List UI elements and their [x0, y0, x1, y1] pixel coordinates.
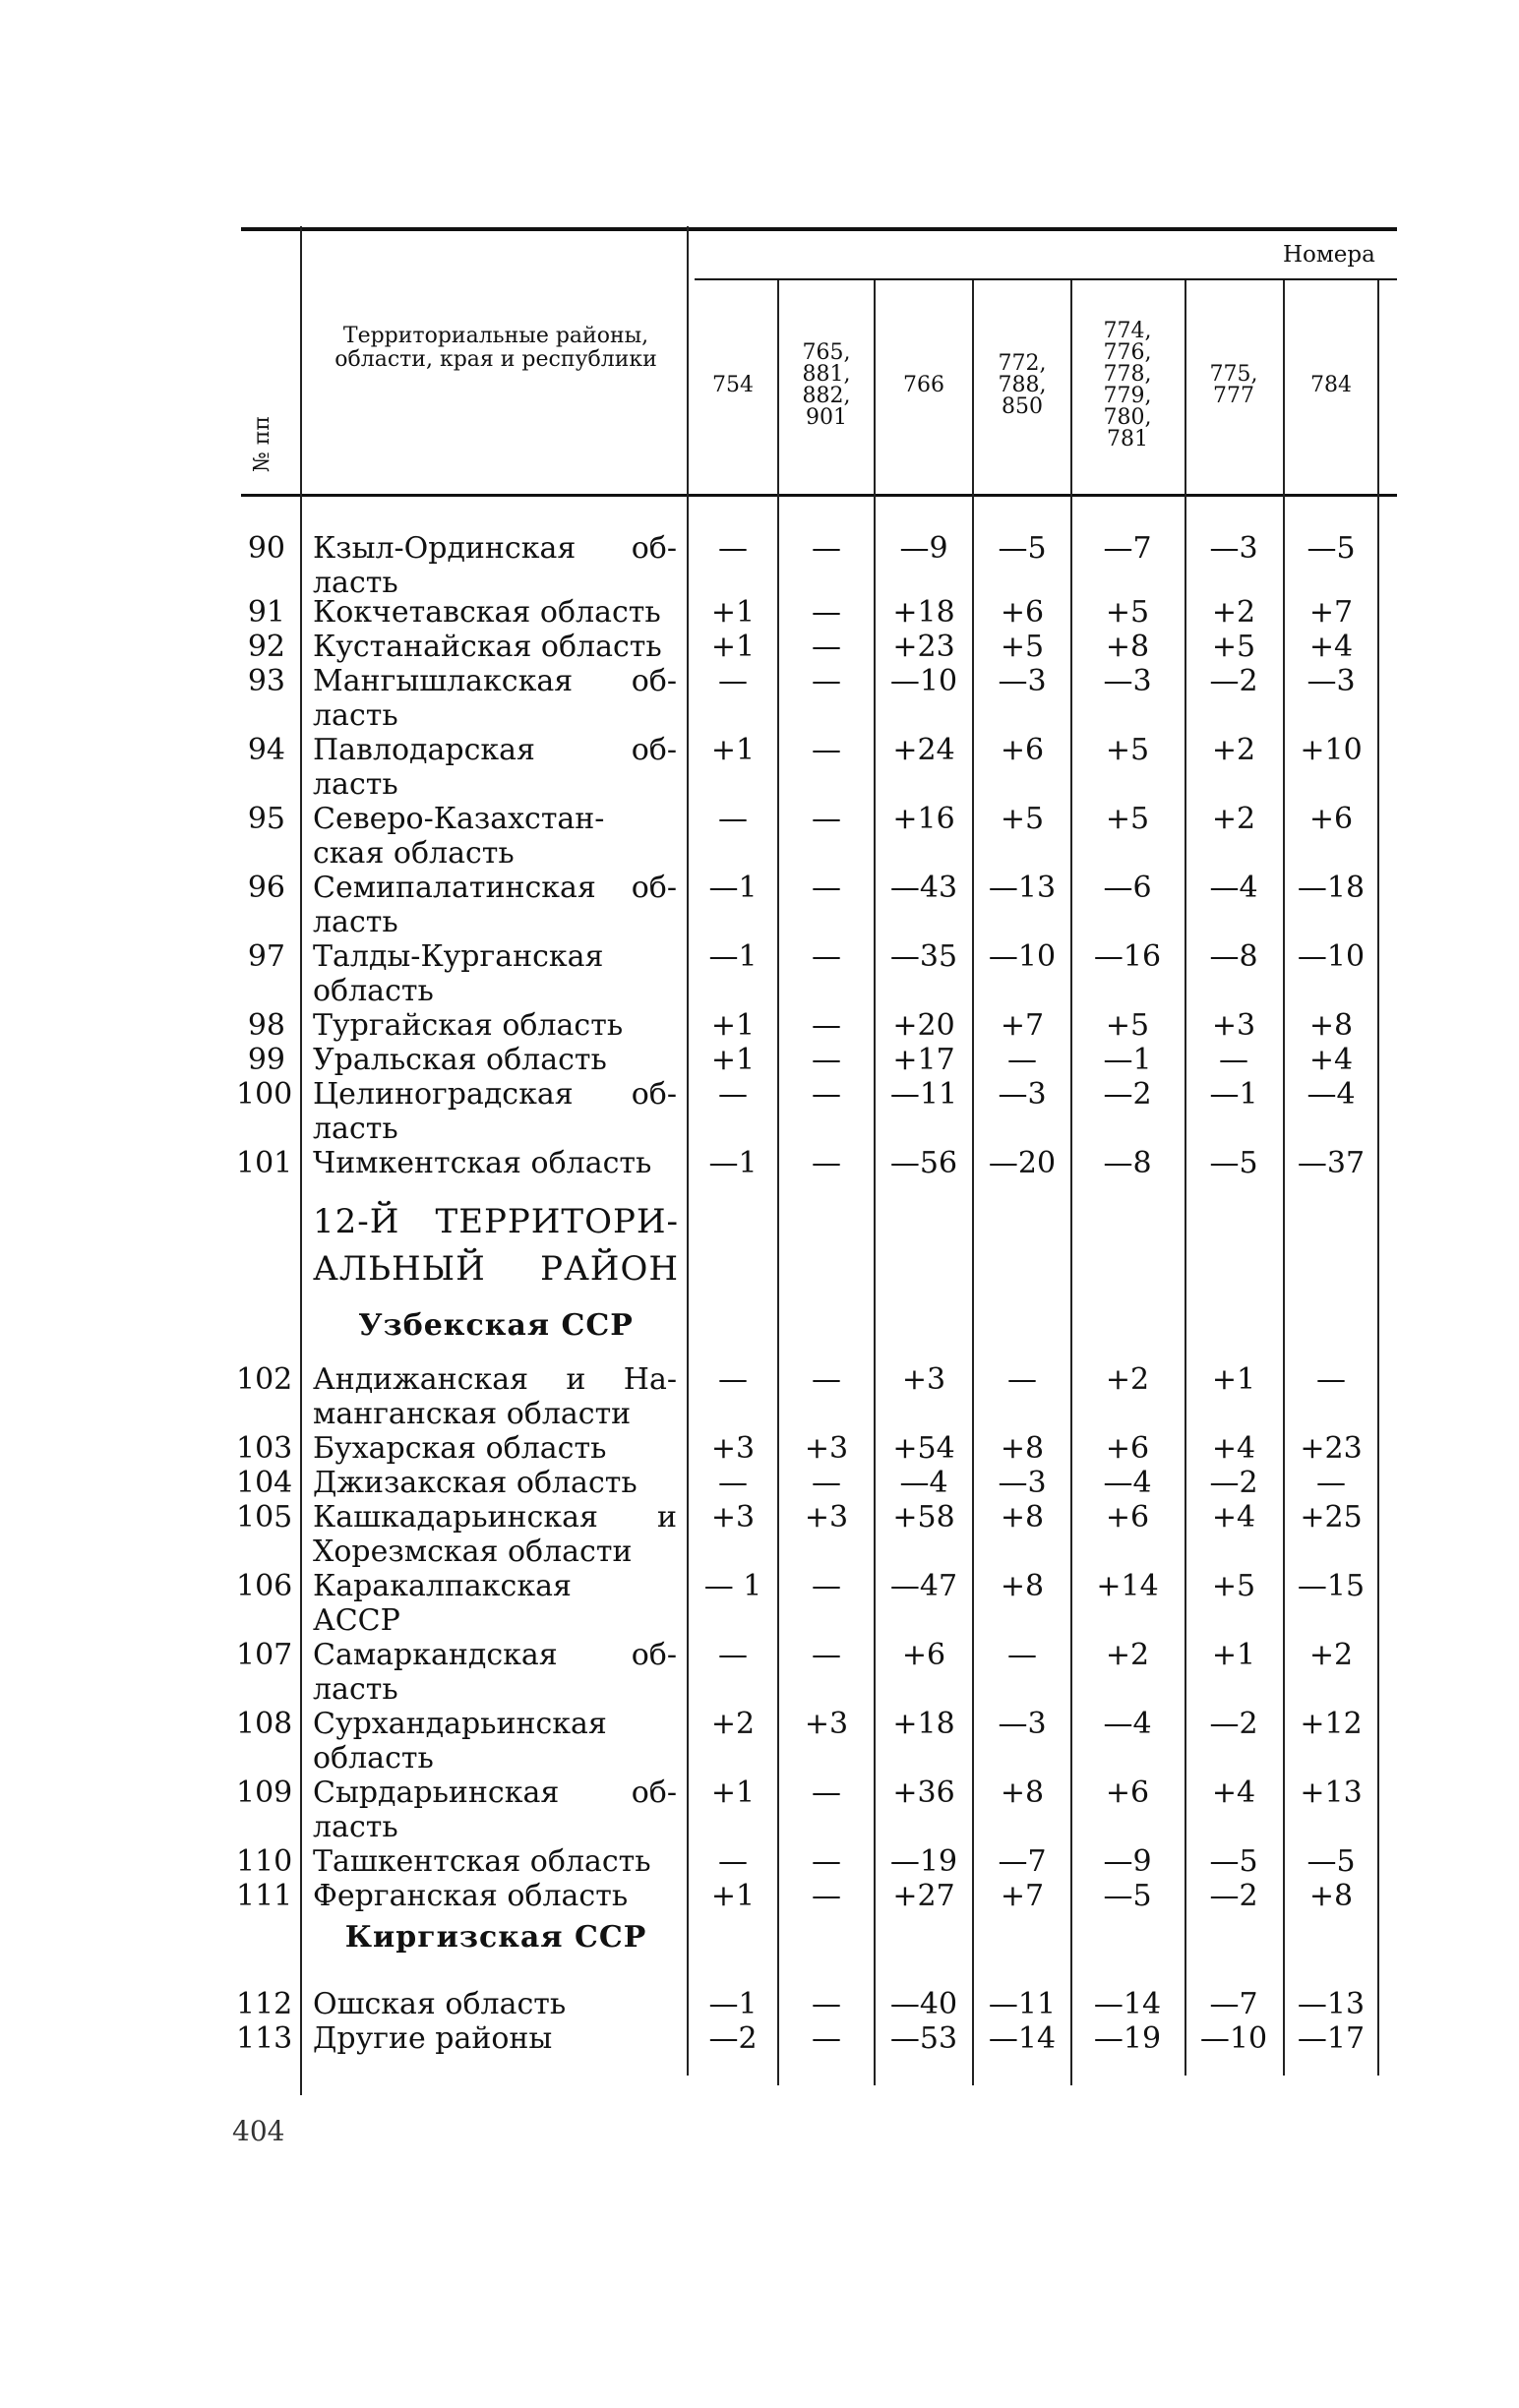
table-cell: +18 [892, 1707, 955, 1741]
region-name [313, 1879, 677, 1913]
table-cell: — [812, 664, 841, 698]
region-name-line: Кокчетавская область [313, 595, 661, 630]
table-cell: —8 [1103, 1146, 1152, 1180]
table-cell: —43 [889, 871, 958, 905]
table-cell: — [812, 802, 841, 836]
table-cell: +6 [1000, 595, 1045, 630]
table-cell: +8 [1308, 1008, 1354, 1043]
table-cell: —35 [889, 939, 958, 974]
region-name-line: Мангышлакская об- [313, 664, 677, 698]
table-cell: —1 [708, 1146, 758, 1180]
region-name-line: Самаркандская об- [313, 1638, 677, 1672]
table-cell: — [812, 630, 841, 664]
region-name-line: область [313, 974, 434, 1008]
row-number: 93 [247, 664, 285, 698]
region-name [313, 1466, 677, 1500]
row-number: 105 [236, 1500, 293, 1535]
table-cell: — [812, 733, 841, 767]
column-header-line: 779, [1103, 384, 1152, 408]
table-cell: —14 [988, 2021, 1057, 2056]
region-name [313, 1500, 677, 1569]
table-cell: — [812, 531, 841, 566]
table-cell: — [718, 1362, 748, 1397]
table-cell: —17 [1297, 2021, 1366, 2056]
table-cell: — [718, 1844, 748, 1879]
row-number-label: № пп [250, 415, 275, 473]
table-cell: +1 [1211, 1638, 1256, 1672]
column-divider [777, 280, 779, 2085]
table-cell: +23 [892, 630, 955, 664]
table-cell: +1 [710, 1008, 756, 1043]
table-cell: +2 [1211, 595, 1256, 630]
table-cell: +12 [1300, 1707, 1363, 1741]
table-cell: +2 [1211, 733, 1256, 767]
table-cell: —4 [899, 1466, 948, 1500]
column-header-line: 784 [1310, 373, 1352, 397]
row-number: 106 [236, 1569, 293, 1603]
column-header-line: 780, [1103, 405, 1152, 430]
header-rule [241, 494, 1397, 497]
table-cell: +24 [892, 733, 955, 767]
table-cell: +5 [1000, 802, 1045, 836]
region-name-line: ласть [313, 1112, 398, 1146]
table-cell: +8 [1000, 1569, 1045, 1603]
row-number: 113 [236, 2021, 293, 2056]
table-cell: —3 [998, 1466, 1047, 1500]
table-cell: —40 [889, 1987, 958, 2021]
table-cell: +3 [710, 1431, 756, 1466]
region-name-line: область [313, 1741, 434, 1776]
column-header [976, 281, 1068, 490]
territory-header: Территориальные районы, области, края и республики [334, 324, 657, 372]
row-number: 102 [236, 1362, 293, 1397]
region-name-line: АССР [313, 1603, 400, 1638]
table-cell: —9 [1103, 1844, 1152, 1879]
table-cell: +7 [1000, 1879, 1045, 1913]
table-cell: —5 [1209, 1844, 1258, 1879]
table-cell: —8 [1209, 939, 1258, 974]
table-cell: —3 [998, 1077, 1047, 1112]
table-cell: +7 [1000, 1008, 1045, 1043]
column-header-line: 781 [1106, 427, 1148, 452]
table-cell: —5 [1209, 1146, 1258, 1180]
table-cell: +5 [1105, 733, 1150, 767]
row-number: 100 [236, 1077, 293, 1112]
region-name [313, 1431, 677, 1466]
region-name-line: Ошская область [313, 1987, 567, 2021]
table-cell: +5 [1211, 1569, 1256, 1603]
column-header-line: 901 [805, 405, 847, 430]
table-cell: —5 [998, 531, 1047, 566]
row-number: 99 [247, 1043, 285, 1077]
table-cell: — [718, 802, 748, 836]
table-cell: —7 [1209, 1987, 1258, 2021]
table-cell: —2 [1103, 1077, 1152, 1112]
table-cell: —4 [1209, 871, 1258, 905]
section-title-12: 12-Й ТЕРРИТОРИ- АЛЬНЫЙ РАЙОН [313, 1202, 679, 1289]
table-cell: — [812, 1362, 841, 1397]
region-name [313, 1638, 677, 1707]
region-name-line: Уральская область [313, 1043, 607, 1077]
table-cell: —4 [1103, 1466, 1152, 1500]
row-number: 104 [236, 1466, 293, 1500]
table-cell: — [812, 871, 841, 905]
column-header-line: 754 [712, 373, 754, 397]
table-cell: +1 [1211, 1362, 1256, 1397]
table-cell: —3 [1103, 664, 1152, 698]
numbers-rule [695, 278, 1397, 280]
column-header-line: 788, [998, 373, 1047, 397]
table-cell: +6 [901, 1638, 946, 1672]
region-name [313, 1362, 677, 1431]
region-name [313, 595, 677, 630]
table-cell: +14 [1096, 1569, 1159, 1603]
table-cell: — [1316, 1362, 1346, 1397]
subsection-uzbek: Узбекская ССР [358, 1308, 634, 1343]
region-name-line: Чимкентская область [313, 1146, 652, 1180]
table-cell: +3 [901, 1362, 946, 1397]
table-cell: —11 [889, 1077, 958, 1112]
table-cell: — 1 [703, 1569, 762, 1603]
table-cell: +5 [1000, 630, 1045, 664]
table-cell: +3 [710, 1500, 756, 1535]
column-header-line: 776, [1103, 340, 1152, 365]
table-cell: +4 [1211, 1776, 1256, 1810]
region-name-line: ласть [313, 1810, 398, 1844]
table-cell: +5 [1211, 630, 1256, 664]
table-cell: —3 [998, 1707, 1047, 1741]
region-name-line: Кустанайская область [313, 630, 662, 664]
region-name-line: Тургайская область [313, 1008, 624, 1043]
table-cell: —10 [889, 664, 958, 698]
table-cell: — [812, 1043, 841, 1077]
row-number: 92 [247, 630, 285, 664]
region-name [313, 1569, 677, 1638]
table-cell: +4 [1211, 1500, 1256, 1535]
table-cell: —1 [708, 1987, 758, 2021]
table-cell: —2 [1209, 664, 1258, 698]
region-name-line: Кзыл-Ординская об- [313, 531, 677, 566]
page-number: 404 [232, 2115, 285, 2147]
region-name [313, 871, 677, 939]
column-header-line: 765, [802, 340, 851, 365]
row-number: 107 [236, 1638, 293, 1672]
table-cell: +3 [1211, 1008, 1256, 1043]
table-cell: +2 [1105, 1638, 1150, 1672]
column-header-line: 775, [1209, 362, 1258, 387]
table-cell: +1 [710, 733, 756, 767]
region-name-line: Семипалатинская об- [313, 871, 677, 905]
region-name [313, 1844, 677, 1879]
table-cell: — [718, 664, 748, 698]
table-cell: +20 [892, 1008, 955, 1043]
row-number: 98 [247, 1008, 285, 1043]
column-divider [300, 226, 302, 2095]
table-cell: —4 [1306, 1077, 1356, 1112]
table-cell: +6 [1105, 1500, 1150, 1535]
table-cell: — [812, 1077, 841, 1112]
table-cell: +10 [1300, 733, 1363, 767]
table-cell: +3 [804, 1431, 849, 1466]
column-header [1072, 281, 1183, 490]
table-cell: —37 [1297, 1146, 1366, 1180]
table-cell: +1 [710, 1043, 756, 1077]
table-cell: +5 [1105, 595, 1150, 630]
row-number-header [242, 389, 301, 497]
row-number: 97 [247, 939, 285, 974]
table-cell: +1 [710, 595, 756, 630]
table-cell: — [1316, 1466, 1346, 1500]
table-cell: — [812, 1987, 841, 2021]
table-cell: —2 [708, 2021, 758, 2056]
region-name-line: Сурхандарьинская [313, 1707, 607, 1741]
table-cell: — [1219, 1043, 1248, 1077]
region-name-line: ласть [313, 698, 398, 733]
table-cell: —4 [1103, 1707, 1152, 1741]
table-cell: —18 [1297, 871, 1366, 905]
table-cell: —1 [708, 939, 758, 974]
region-name [313, 733, 677, 802]
table-cell: +8 [1308, 1879, 1354, 1913]
table-cell: — [812, 1638, 841, 1672]
top-rule [241, 227, 1397, 231]
row-number: 111 [236, 1879, 293, 1913]
table-cell: +25 [1300, 1500, 1363, 1535]
region-name-line: Целиноградская об- [313, 1077, 677, 1112]
table-cell: — [812, 1466, 841, 1500]
table-cell: —5 [1103, 1879, 1152, 1913]
column-header-line: 850 [1001, 394, 1043, 419]
table-cell: +4 [1308, 630, 1354, 664]
region-name [313, 1707, 677, 1776]
table-cell: —2 [1209, 1466, 1258, 1500]
region-name-line: ласть [313, 566, 398, 600]
table-cell: — [812, 939, 841, 974]
table-cell: —13 [988, 871, 1057, 905]
table-cell: +23 [1300, 1431, 1363, 1466]
table-cell: +2 [1105, 1362, 1150, 1397]
region-name-line: Бухарская область [313, 1431, 607, 1466]
table-cell: —19 [1093, 2021, 1162, 2056]
table-cell: — [812, 595, 841, 630]
table-cell: +1 [710, 1776, 756, 1810]
table-cell: +58 [892, 1500, 955, 1535]
table-cell: —53 [889, 2021, 958, 2056]
row-number: 108 [236, 1707, 293, 1741]
table-cell: +2 [710, 1707, 756, 1741]
table-cell: +54 [892, 1431, 955, 1466]
table-cell: — [718, 1638, 748, 1672]
table-cell: — [1007, 1638, 1037, 1672]
column-divider [972, 280, 974, 2085]
table-cell: —1 [1209, 1077, 1258, 1112]
region-name-line: ласть [313, 1672, 398, 1707]
table-cell: —1 [708, 871, 758, 905]
column-header-line: 778, [1103, 362, 1152, 387]
numbers-header: Номера [1283, 242, 1375, 268]
table-cell: —3 [998, 664, 1047, 698]
table-cell: — [718, 531, 748, 566]
table-cell: —13 [1297, 1987, 1366, 2021]
table-cell: —10 [1297, 939, 1366, 974]
table-cell: —9 [899, 531, 948, 566]
row-number: 109 [236, 1776, 293, 1810]
region-name-line: Сырдарьинская об- [313, 1776, 677, 1810]
column-header-line: 772, [998, 351, 1047, 376]
row-number: 101 [236, 1146, 293, 1180]
table-cell: +6 [1308, 802, 1354, 836]
column-header [1285, 281, 1377, 490]
table-cell: +27 [892, 1879, 955, 1913]
subsection-kirgiz: Киргизская ССР [344, 1920, 647, 1955]
row-number: 96 [247, 871, 285, 905]
region-name-line: ласть [313, 905, 398, 939]
table-cell: —14 [1093, 1987, 1162, 2021]
table-cell: +8 [1000, 1431, 1045, 1466]
table-cell: +6 [1105, 1776, 1150, 1810]
column-header [689, 281, 777, 490]
table-cell: —16 [1093, 939, 1162, 974]
region-name-line: Павлодарская об- [313, 733, 677, 767]
table-cell: —15 [1297, 1569, 1366, 1603]
table-cell: —5 [1306, 531, 1356, 566]
table-cell: +6 [1000, 733, 1045, 767]
column-header [876, 281, 972, 490]
row-number: 112 [236, 1987, 293, 2021]
table-cell: +8 [1000, 1500, 1045, 1535]
table-cell: +3 [804, 1500, 849, 1535]
table-cell: +8 [1000, 1776, 1045, 1810]
table-cell: —2 [1209, 1707, 1258, 1741]
region-name [313, 2021, 677, 2056]
table-cell: +13 [1300, 1776, 1363, 1810]
table-cell: — [812, 2021, 841, 2056]
region-name-line: Хорезмская области [313, 1535, 633, 1569]
region-name-line: Каракалпакская [313, 1569, 572, 1603]
table-cell: —10 [1199, 2021, 1268, 2056]
table-cell: +2 [1211, 802, 1256, 836]
table-cell: +4 [1211, 1431, 1256, 1466]
table-cell: —19 [889, 1844, 958, 1879]
table-cell: +17 [892, 1043, 955, 1077]
table-cell: +5 [1105, 802, 1150, 836]
table-cell: — [1007, 1362, 1037, 1397]
table-cell: —2 [1209, 1879, 1258, 1913]
region-name-line: Ферганская область [313, 1879, 629, 1913]
table-cell: —6 [1103, 871, 1152, 905]
table-cell: — [812, 1776, 841, 1810]
region-name [313, 1776, 677, 1844]
column-divider [1377, 280, 1379, 2076]
table-cell: +6 [1105, 1431, 1150, 1466]
row-number: 94 [247, 733, 285, 767]
table-cell: — [812, 1146, 841, 1180]
table-cell: —3 [1306, 664, 1356, 698]
region-name-line: Кашкадарьинская и [313, 1500, 677, 1535]
table-cell: — [812, 1569, 841, 1603]
column-header [1186, 281, 1281, 490]
column-header [781, 281, 872, 490]
table-cell: —11 [988, 1987, 1057, 2021]
table-cell: +4 [1308, 1043, 1354, 1077]
table-cell: — [812, 1844, 841, 1879]
table-cell: +1 [710, 1879, 756, 1913]
table-cell: +16 [892, 802, 955, 836]
region-name-line: манганская области [313, 1397, 632, 1431]
row-number: 95 [247, 802, 285, 836]
table-cell: +1 [710, 630, 756, 664]
table-cell: —7 [1103, 531, 1152, 566]
region-name [313, 1077, 677, 1146]
region-name [313, 1043, 677, 1077]
region-name [313, 630, 677, 664]
table-cell: — [812, 1879, 841, 1913]
column-header-line: 881, [802, 362, 851, 387]
region-name-line: Талды-Курганская [313, 939, 604, 974]
region-name [313, 1987, 677, 2021]
table-cell: +36 [892, 1776, 955, 1810]
table-cell: —47 [889, 1569, 958, 1603]
table-cell: — [1007, 1043, 1037, 1077]
table-cell: —10 [988, 939, 1057, 974]
column-header-line: 766 [903, 373, 944, 397]
column-header-line: 774, [1103, 319, 1152, 343]
column-header-line: 777 [1212, 384, 1254, 408]
table-cell: — [718, 1466, 748, 1500]
table-cell: +3 [804, 1707, 849, 1741]
region-name-line: ская область [313, 836, 515, 871]
table-cell: —3 [1209, 531, 1258, 566]
row-number: 110 [236, 1844, 293, 1879]
table-cell: —56 [889, 1146, 958, 1180]
row-number: 103 [236, 1431, 293, 1466]
table-cell: —20 [988, 1146, 1057, 1180]
region-name [313, 664, 677, 733]
region-name-line: Ташкентская область [313, 1844, 651, 1879]
region-name-line: ласть [313, 767, 398, 802]
region-name [313, 939, 677, 1008]
region-name-line: Северо-Казахстан- [313, 802, 605, 836]
table-cell: —1 [1103, 1043, 1152, 1077]
table-cell: +8 [1105, 630, 1150, 664]
region-name-line: Другие районы [313, 2021, 553, 2056]
table-cell: +5 [1105, 1008, 1150, 1043]
region-name [313, 531, 677, 600]
region-name-line: Джизакская область [313, 1466, 638, 1500]
column-header-line: 882, [802, 384, 851, 408]
row-number: 91 [247, 595, 285, 630]
table-cell: +18 [892, 595, 955, 630]
table-cell: — [718, 1077, 748, 1112]
region-name-line: Андижанская и На- [313, 1362, 677, 1397]
row-number: 90 [247, 531, 285, 566]
table-cell: —5 [1306, 1844, 1356, 1879]
table-cell: +2 [1308, 1638, 1354, 1672]
region-name [313, 802, 677, 871]
table-cell: +7 [1308, 595, 1354, 630]
table-cell: — [812, 1008, 841, 1043]
region-name [313, 1146, 677, 1180]
region-name [313, 1008, 677, 1043]
table-cell: —7 [998, 1844, 1047, 1879]
